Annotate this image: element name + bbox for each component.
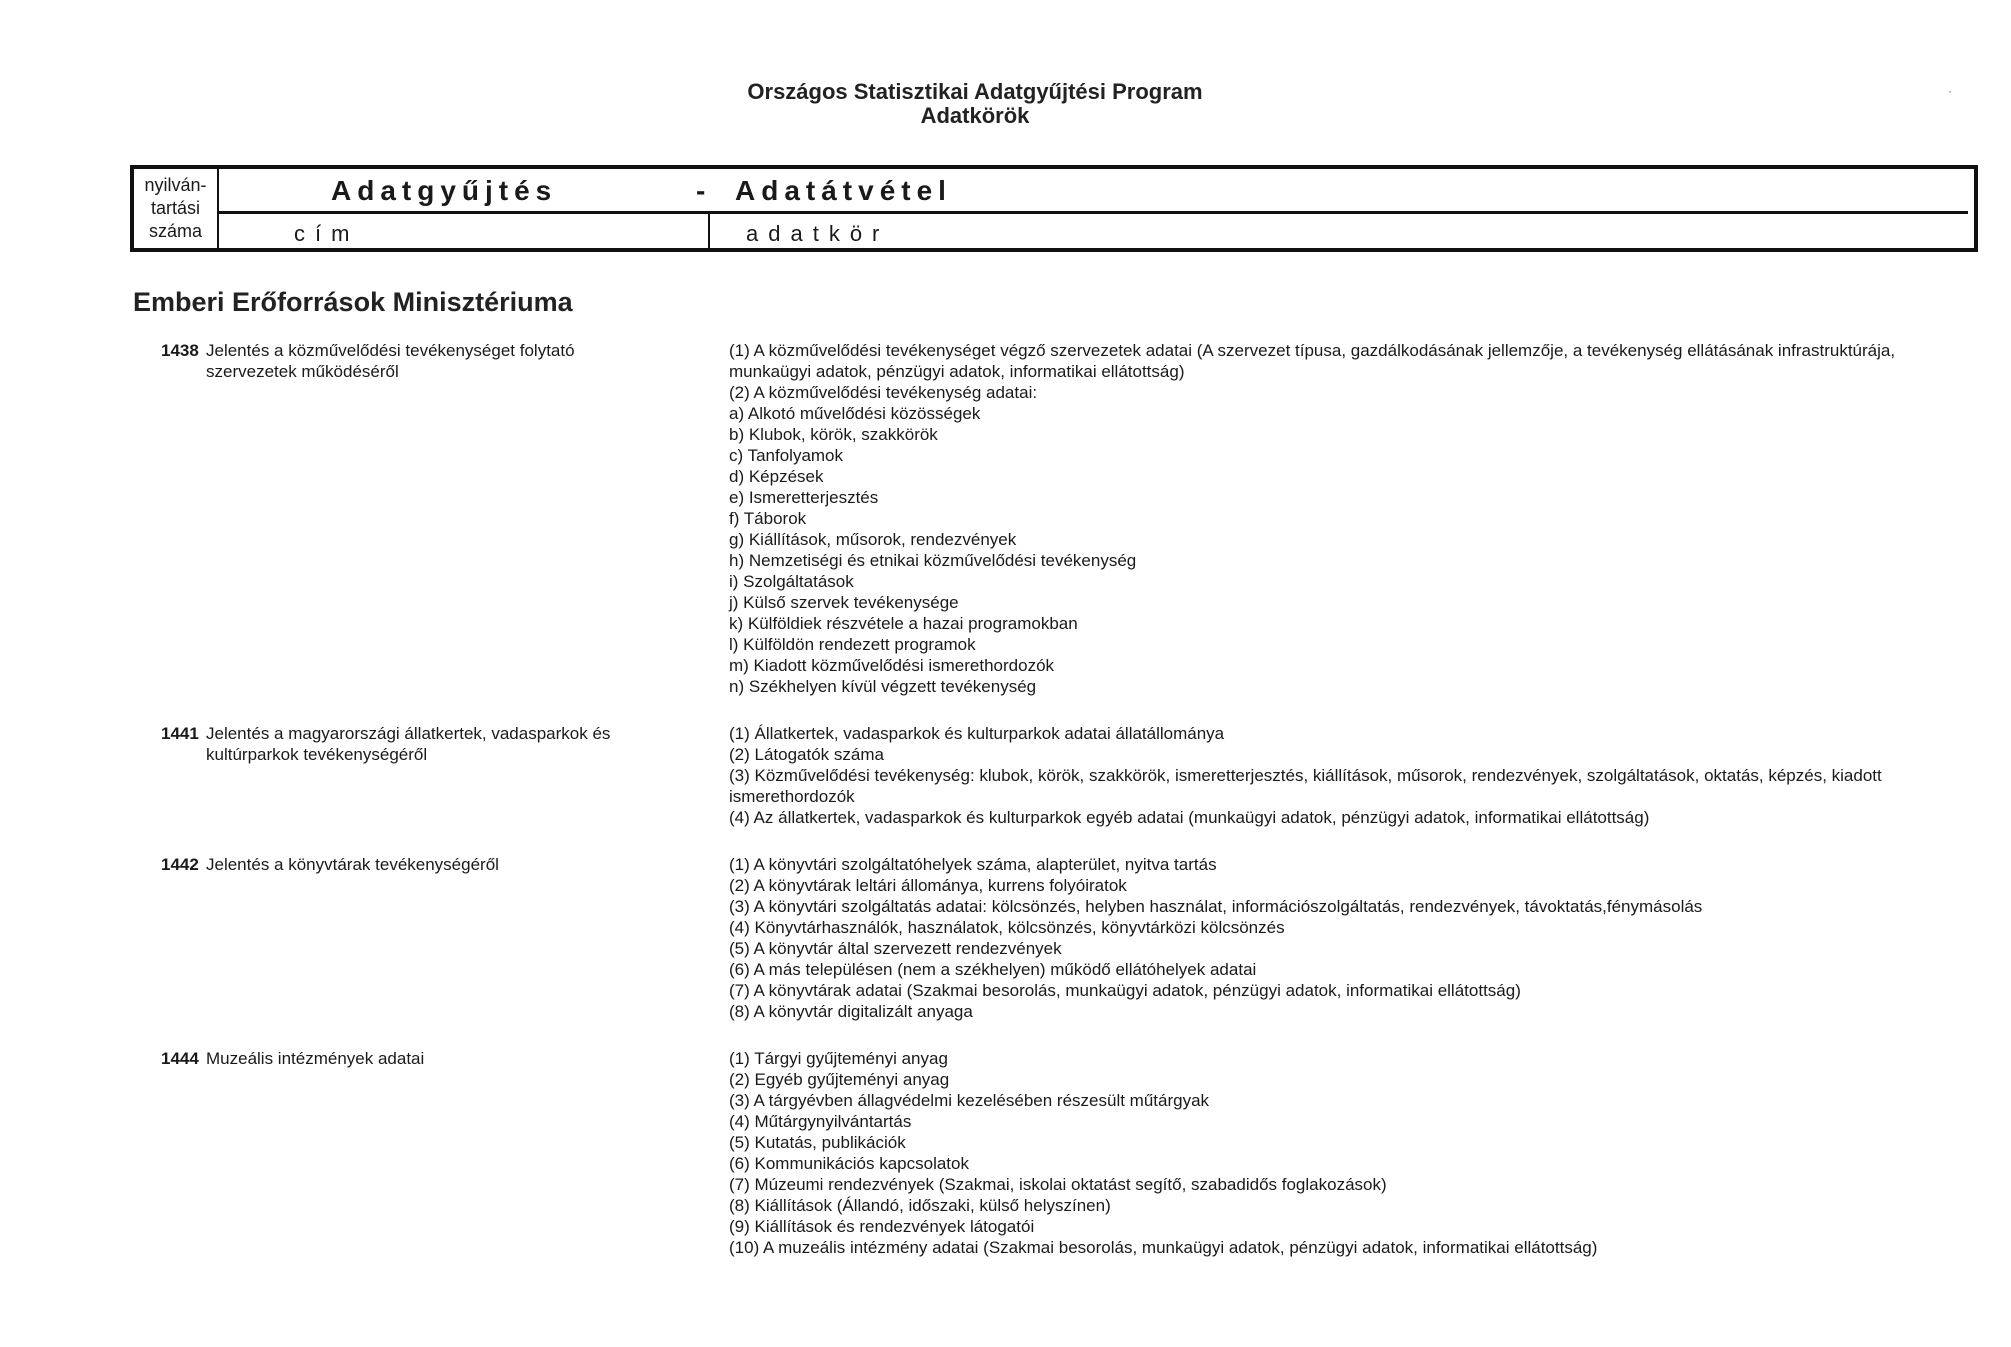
entry-title: Muzeális intézmények adatai bbox=[206, 1049, 425, 1068]
entry-item-list bbox=[729, 854, 1951, 1022]
entry-item: j) Külső szervek tevékenysége bbox=[729, 593, 959, 612]
entry-item: (6) A más településen (nem a székhelyen) működő ellátóhelyek adatai bbox=[729, 960, 1257, 979]
id-label-line-2: tartási bbox=[150, 198, 201, 218]
entry-number: 1444 bbox=[161, 1049, 199, 1068]
id-label-line-3: száma bbox=[148, 221, 202, 241]
entry-heading bbox=[161, 340, 631, 382]
adatkor-label: adatkör bbox=[746, 221, 890, 246]
entry-item: g) Kiállítások, műsorok, rendezvények bbox=[729, 530, 1017, 549]
entry-item: (4) Könyvtárhasználók, használatok, kölcsönzés, könyvtárközi kölcsönzés bbox=[729, 918, 1285, 937]
title-line-2: Adatkörök bbox=[920, 103, 1030, 128]
entry-row bbox=[0, 723, 2011, 828]
entry-item: (2) A közművelődési tevékenység adatai: bbox=[729, 383, 1038, 402]
entry-item: (5) Kutatás, publikációk bbox=[729, 1133, 906, 1152]
title-line-1: Országos Statisztikai Adatgyűjtési Program bbox=[747, 79, 1203, 104]
header-divider-horizontal bbox=[219, 211, 1968, 214]
corner-mark: · bbox=[1948, 84, 1952, 98]
entry-item: (1) A könyvtári szolgáltatóhelyek száma, alapterület, nyitva tartás bbox=[729, 855, 1217, 874]
entry-item: c) Tanfolyamok bbox=[729, 446, 844, 465]
entry-item: i) Szolgáltatások bbox=[729, 572, 854, 591]
entry-title: Jelentés a magyarországi állatkertek, vadasparkok és kultúrparkok tevékenységéről bbox=[206, 724, 611, 764]
adatatvetel-label: Adatátvétel bbox=[735, 175, 952, 206]
id-label-line-1: nyilván- bbox=[144, 175, 207, 195]
entry-item: (1) Állatkertek, vadasparkok és kulturparkok adatai állatállománya bbox=[729, 724, 1225, 743]
entry-item: (10) A muzeális intézmény adatai (Szakmai besorolás, munkaügyi adatok, pénzügyi adatok, informatikai ellátottság) bbox=[729, 1238, 1598, 1257]
entry-item: k) Külföldiek részvétele a hazai programokban bbox=[729, 614, 1078, 633]
entry-item: (5) A könyvtár által szervezett rendezvények bbox=[729, 939, 1062, 958]
entry-item: (3) Közművelődési tevékenység: klubok, körök, szakkörök, ismeretterjesztés, kiállítások, műsorok, rendezvények, szolgáltatások, oktatás, képzés, kiadott ismerethordozók bbox=[729, 766, 1882, 806]
id-column-label bbox=[134, 169, 219, 248]
entry-number: 1441 bbox=[161, 724, 199, 743]
column-header-box bbox=[130, 165, 1978, 252]
header-divider-vertical bbox=[708, 214, 710, 248]
entry-item: (7) Múzeumi rendezvények (Szakmai, iskolai oktatást segítő, szabadidős foglakozások) bbox=[729, 1175, 1387, 1194]
entry-item: (3) A könyvtári szolgáltatás adatai: kölcsönzés, helyben használat, információszolgáltatás, rendezvények, távoktatás,fénymásolás bbox=[729, 897, 1703, 916]
entry-item: (3) A tárgyévben állagvédelmi kezelésében részesült műtárgyak bbox=[729, 1091, 1210, 1110]
entry-item: (2) Látogatók száma bbox=[729, 745, 884, 764]
entry-heading bbox=[161, 723, 631, 765]
entry-item-list bbox=[729, 340, 1951, 697]
entry-item: n) Székhelyen kívül végzett tevékenység bbox=[729, 677, 1037, 696]
entry-row bbox=[0, 340, 2011, 697]
entry-item: (1) Tárgyi gyűjteményi anyag bbox=[729, 1049, 948, 1068]
entry-item: (2) A könyvtárak leltári állománya, kurrens folyóiratok bbox=[729, 876, 1127, 895]
entry-item: (2) Egyéb gyűjteményi anyag bbox=[729, 1070, 950, 1089]
entry-item: e) Ismeretterjesztés bbox=[729, 488, 879, 507]
entry-item: (8) A könyvtár digitalizált anyaga bbox=[729, 1002, 973, 1021]
entry-title: Jelentés a közművelődési tevékenységet folytató szervezetek működéséről bbox=[206, 341, 575, 381]
ministry-heading: Emberi Erőforrások Minisztériuma bbox=[133, 287, 573, 317]
entry-item: a) Alkotó művelődési közösségek bbox=[729, 404, 981, 423]
entry-item: l) Külföldön rendezett programok bbox=[729, 635, 976, 654]
adatgyujtes-label: Adatgyűjtés bbox=[331, 175, 558, 206]
entry-item: h) Nemzetiségi és etnikai közművelődési tevékenység bbox=[729, 551, 1137, 570]
entry-row bbox=[0, 1048, 2011, 1258]
entry-heading bbox=[161, 854, 631, 875]
entry-item: m) Kiadott közművelődési ismerethordozók bbox=[729, 656, 1055, 675]
entry-item: b) Klubok, körök, szakkörök bbox=[729, 425, 938, 444]
entry-heading bbox=[161, 1048, 631, 1069]
entry-number: 1438 bbox=[161, 341, 199, 360]
entry-item: (4) Az állatkertek, vadasparkok és kulturparkok egyéb adatai (munkaügyi adatok, pénzügyi adatok, informatikai ellátottság) bbox=[729, 808, 1650, 827]
entry-row bbox=[0, 854, 2011, 1022]
entry-item: (6) Kommunikációs kapcsolatok bbox=[729, 1154, 969, 1173]
entry-item: (8) Kiállítások (Állandó, időszaki, külső helyszínen) bbox=[729, 1196, 1111, 1215]
cim-label: cím bbox=[294, 221, 360, 246]
header-dash: - bbox=[696, 175, 706, 206]
entry-item: f) Táborok bbox=[729, 509, 807, 528]
entry-item: (9) Kiállítások és rendezvények látogatói bbox=[729, 1217, 1035, 1236]
entry-title: Jelentés a könyvtárak tevékenységéről bbox=[206, 855, 499, 874]
entry-number: 1442 bbox=[161, 855, 199, 874]
entry-item-list bbox=[729, 723, 1951, 828]
entry-item-list bbox=[729, 1048, 1951, 1258]
entry-list bbox=[0, 340, 2011, 1284]
page-title bbox=[0, 80, 1950, 128]
entry-item: (7) A könyvtárak adatai (Szakmai besorolás, munkaügyi adatok, pénzügyi adatok, informatikai ellátottság) bbox=[729, 981, 1521, 1000]
entry-item: (4) Műtárgynyilvántartás bbox=[729, 1112, 912, 1131]
entry-item: d) Képzések bbox=[729, 467, 824, 486]
entry-item: (1) A közművelődési tevékenységet végző szervezetek adatai (A szervezet típusa, gazdálkodásának jellemzője, a tevékenység ellátásának infrastruktúrája, munkaügyi adatok, pénzügyi adatok, informatikai ellátottság) bbox=[729, 341, 1896, 381]
